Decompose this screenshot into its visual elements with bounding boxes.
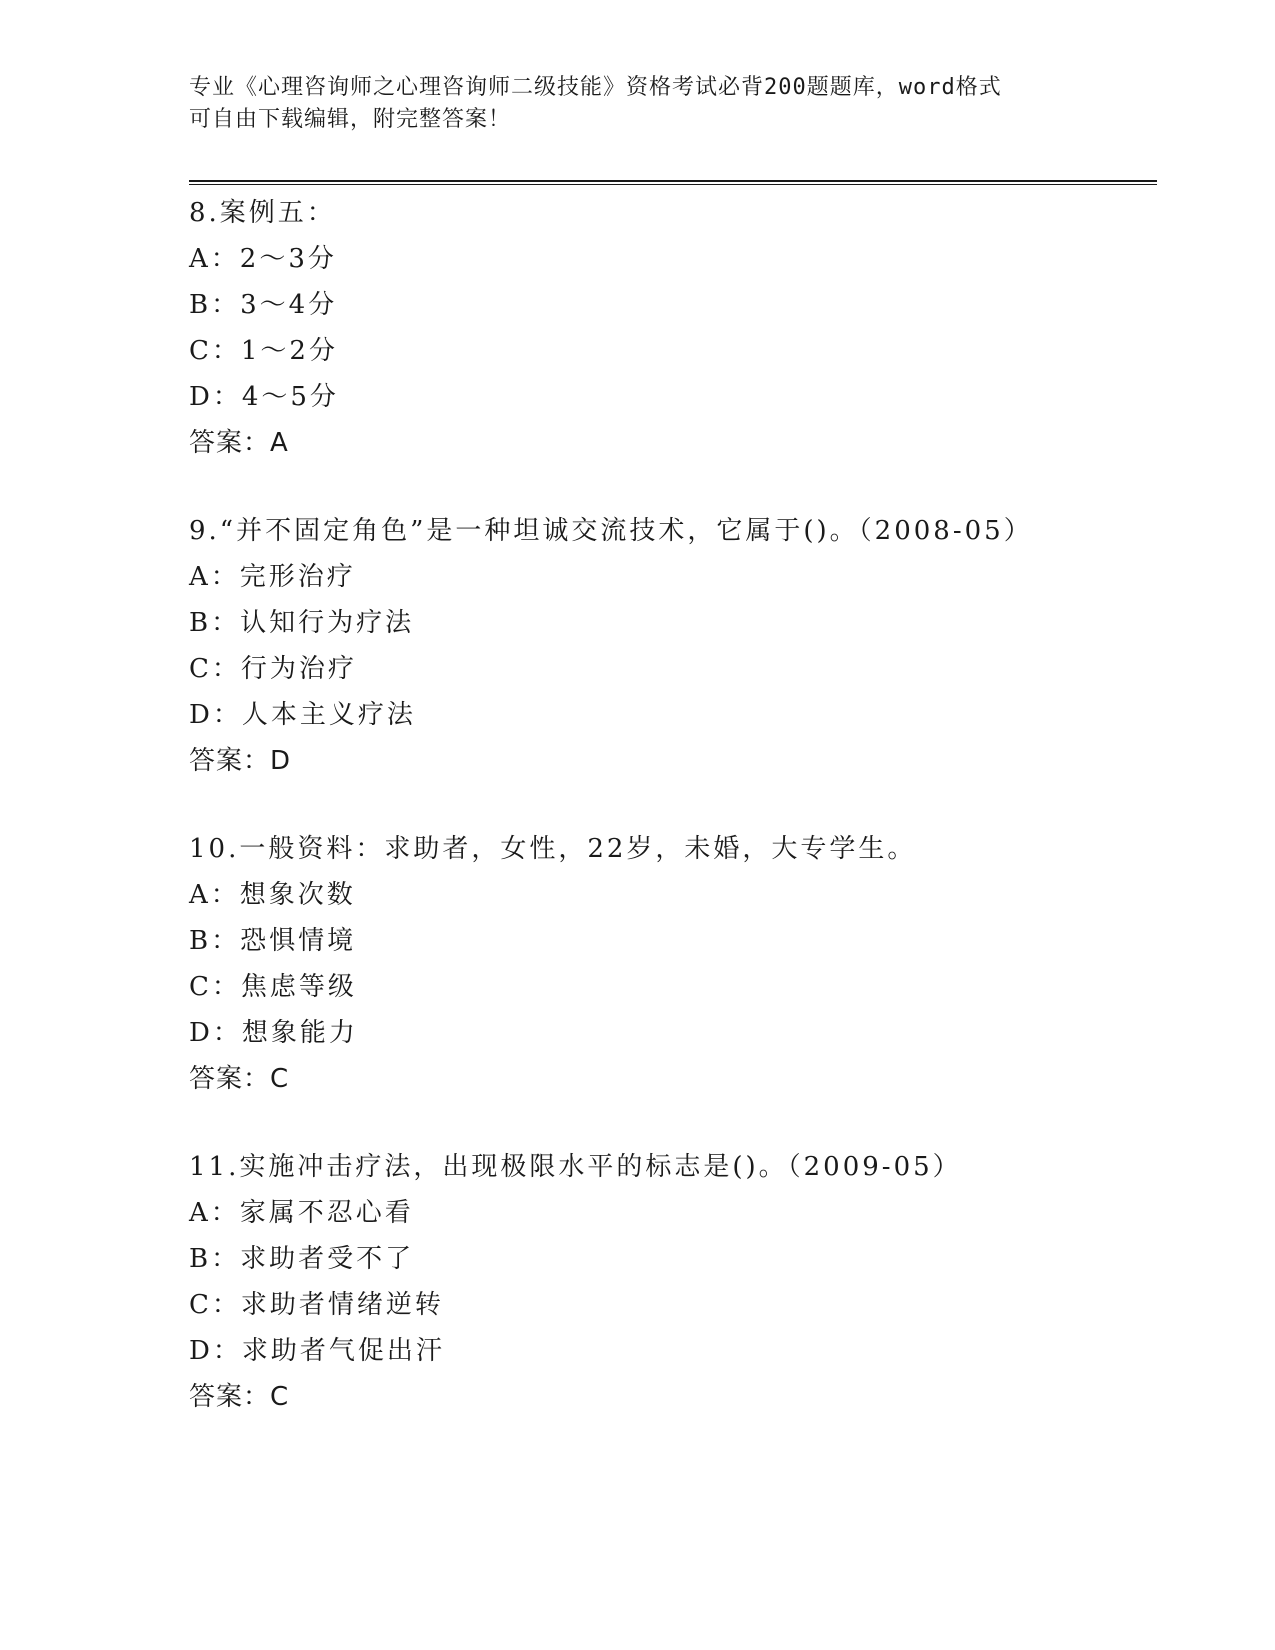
- question-stem: 8.案例五：: [189, 198, 336, 228]
- answer-line: 答案：D: [189, 746, 292, 776]
- question-item: [189, 826, 1149, 1102]
- option-a: A：2～3分: [189, 244, 337, 274]
- option-d: D：人本主义疗法: [189, 700, 416, 730]
- answer-line: 答案：C: [189, 1064, 290, 1094]
- question-stem: 9.“并不固定角色”是一种坦诚交流技术，它属于()。（2008-05）: [189, 516, 1033, 546]
- header-divider: [189, 180, 1157, 185]
- question-item: [189, 190, 1149, 466]
- question-stem: 10.一般资料：求助者，女性，22岁，未婚，大专学生。: [189, 834, 917, 864]
- option-b: B：认知行为疗法: [189, 608, 415, 638]
- answer-line: 答案：C: [189, 1382, 290, 1412]
- answer-line: 答案：A: [189, 428, 289, 458]
- option-b: B：求助者受不了: [189, 1244, 415, 1274]
- option-d: D：想象能力: [189, 1018, 358, 1048]
- option-d: D：求助者气促出汗: [189, 1336, 445, 1366]
- option-c: C：行为治疗: [189, 654, 357, 684]
- document-header: [189, 72, 1089, 136]
- option-c: C：求助者情绪逆转: [189, 1290, 444, 1320]
- option-c: C：1～2分: [189, 336, 338, 366]
- header-line-1: 专业《心理咨询师之心理咨询师二级技能》资格考试必背200题题库，word格式: [189, 75, 1002, 100]
- question-stem: 11.实施冲击疗法，出现极限水平的标志是()。（2009-05）: [189, 1152, 962, 1182]
- question-item: [189, 508, 1149, 784]
- question-item: [189, 1144, 1149, 1420]
- option-a: A：家属不忍心看: [189, 1198, 414, 1228]
- header-line-2: 可自由下载编辑，附完整答案！: [189, 107, 512, 132]
- option-b: B：3～4分: [189, 290, 338, 320]
- question-list: [189, 190, 1149, 1462]
- option-d: D：4～5分: [189, 382, 339, 412]
- option-a: A：想象次数: [189, 880, 356, 910]
- option-c: C：焦虑等级: [189, 972, 357, 1002]
- option-a: A：完形治疗: [189, 562, 356, 592]
- option-b: B：恐惧情境: [189, 926, 357, 956]
